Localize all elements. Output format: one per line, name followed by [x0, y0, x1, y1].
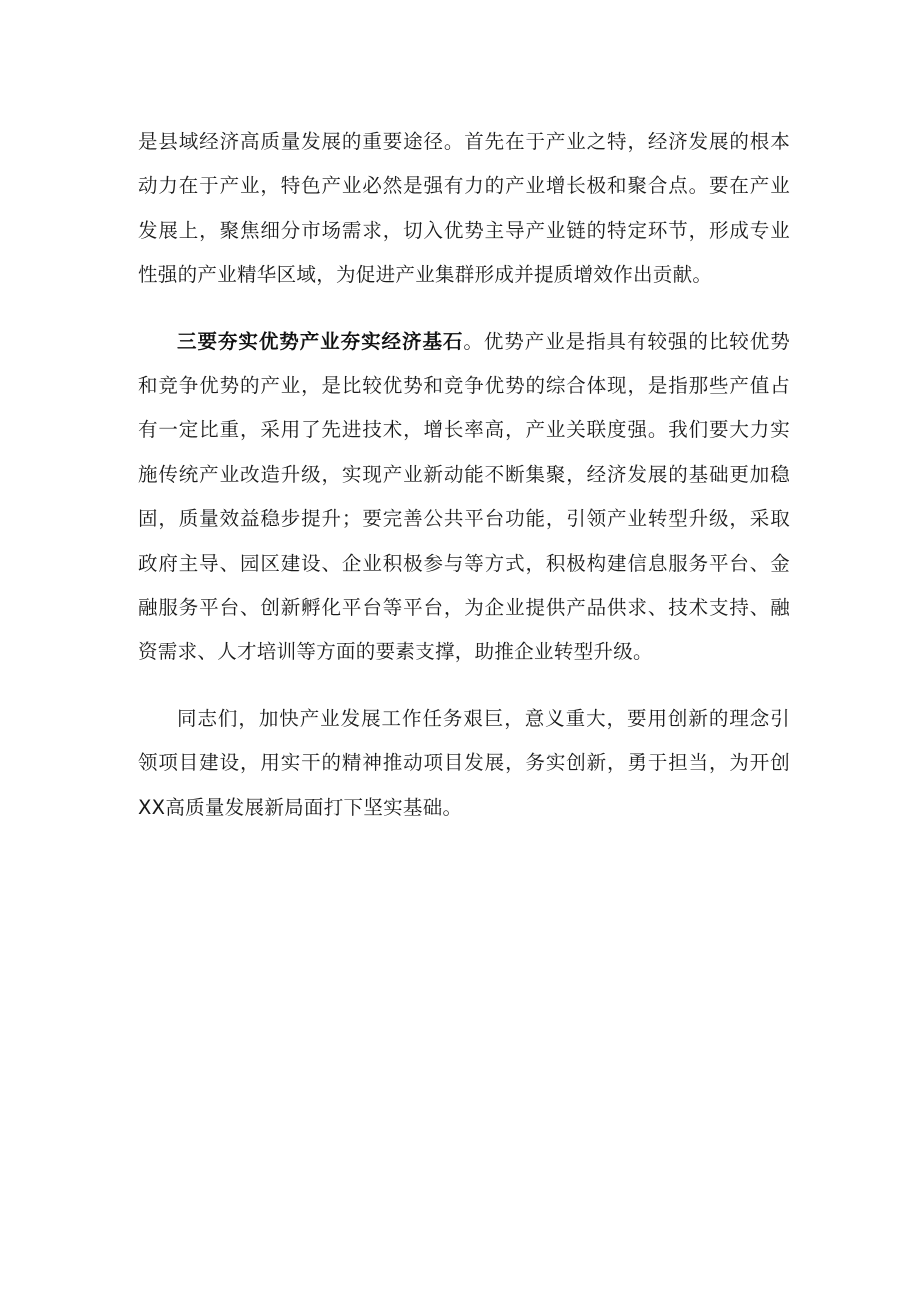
paragraph-text: 是县域经济高质量发展的重要途径。首先在于产业之特，经济发展的根本动力在于产业，特色产业必然是强有力的产业增长极和聚合点。要在产业发展上，聚焦细分市场需求，切入优势主导产业链的特定环节，形成专业性强的产业精华区域，为促进产业集群形成并提质增效作出贡献。 [138, 130, 790, 287]
paragraph-advantage-industry [138, 320, 790, 675]
document-body [138, 120, 790, 830]
paragraph-closing [138, 697, 790, 830]
paragraph-text: 。优势产业是指具有较强的比较优势和竞争优势的产业，是比较优势和竞争优势的综合体现，是指那些产值占有一定比重，采用了先进技术，增长率高，产业关联度强。我们要大力实施传统产业改造升级，实现产业新动能不断集聚，经济发展的基础更加稳固，质量效益稳步提升；要完善公共平台功能，引领产业转型升级，采取政府主导、园区建设、企业积极参与等方式，积极构建信息服务平台、金融服务平台、创新孵化平台等平台，为企业提供产品供求、技术支持、融资需求、人才培训等方面的要素支撑，助推企业转型升级。 [138, 329, 790, 664]
paragraph-text: 同志们，加快产业发展工作任务艰巨，意义重大，要用创新的理念引领项目建设，用实干的精神推动项目发展，务实创新，勇于担当，为开创XX高质量发展新局面打下坚实基础。 [138, 706, 790, 819]
paragraph-continuation [138, 120, 790, 298]
paragraph-heading: 三要夯实优势产业夯实经济基石 [177, 329, 464, 353]
